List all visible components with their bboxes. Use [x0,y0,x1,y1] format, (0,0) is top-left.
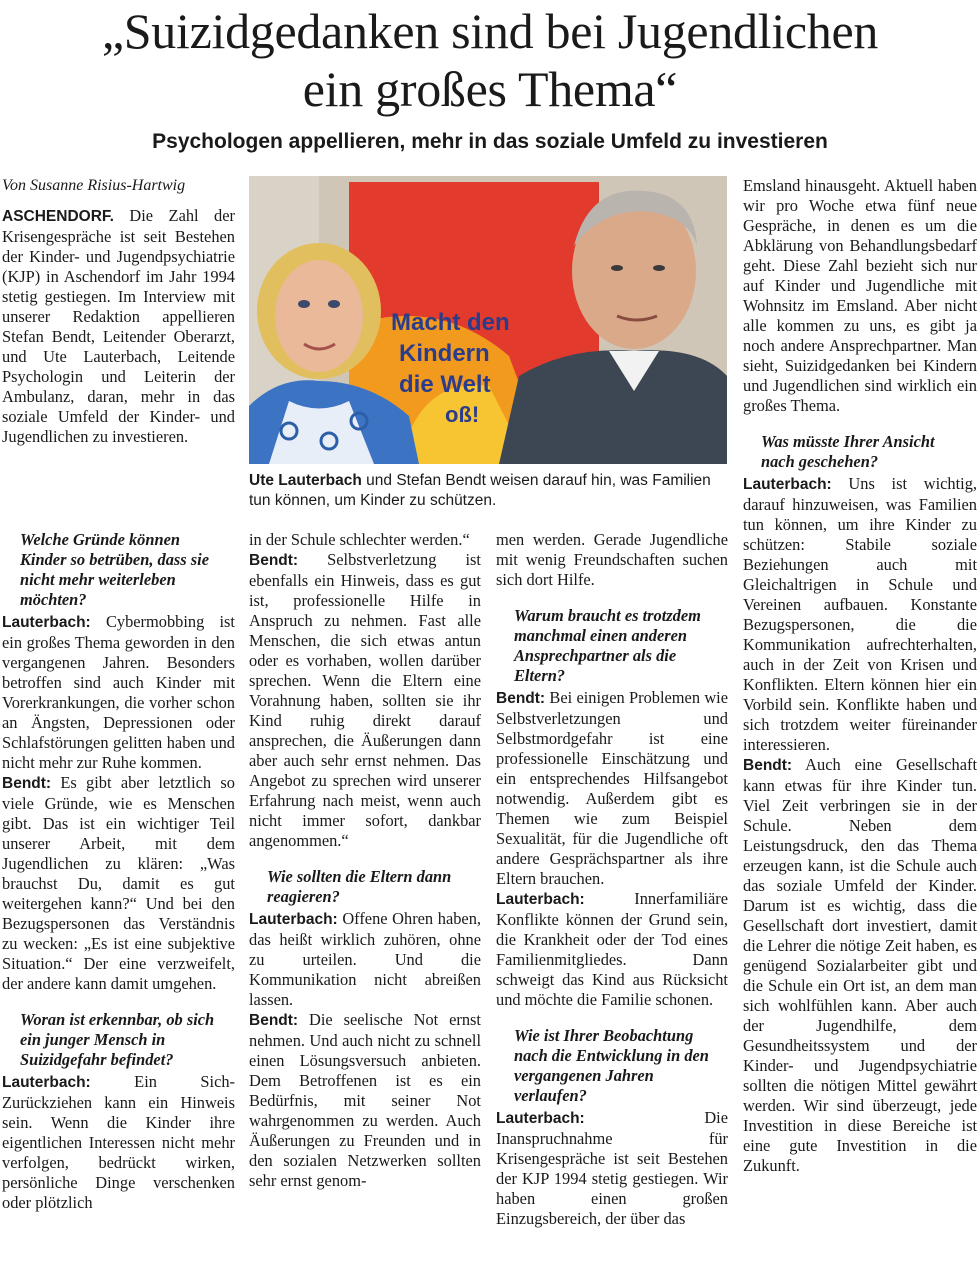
answer-paragraph [249,550,481,851]
answer-paragraph [2,773,235,994]
speaker-label: Bendt: [2,775,52,792]
answer-text: Auch eine Gesellschaft kann etwas für ihre Kinder tun. Viel Zeit verbringen sie in der Schule. Neben dem Leistungsdruck, den das Thema erzeugen kann, ist die Schule auch das soziale Umfeld der Kinder. Darum ist es wichtig, dass die Gesellschaft dort investiert, damit die Lehrer die nötige Zeit haben, es genügend Sozialarbeiter gibt und die Schule ein Ort ist, an dem man sich wohlfühlen kann. Aber auch der Jugendhilfe, dem Gesundheitssystem und der Kinder- und Jugendpsychiatrie sollten die nötigen Mittel gewährt werden. Wir sind überzeugt, jede Investition in diese Bereiche ist eine gute Investition in die Zukunft. [743,755,977,1175]
author-line: Von Susanne Risius-Hartwig [2,177,186,194]
answer-paragraph [496,889,728,1010]
column-1-intro [2,176,235,447]
speaker-label: Bendt: [249,552,299,569]
answer-text: Uns ist wichtig, darauf hinzuweisen, was Familien tun können, um ihre Kinder zu schützen: Stabile soziale Beziehungen auch mit Gleichaltrigen in Schule und Vereinen aufbauen. Konstante Bezugspersonen, die die Kommunikation aufrechterhalten, auch in der Zeit von Krisen und Konflikten. Eltern können hier ein Vorbild sein. Konflikte haben und sich trotzdem weiter füreinander interessieren. [743,474,977,754]
answer-text: Cybermobbing ist ein großes Thema geworden in den vergangenen Jahren. Besonders betroffen sind auch Kinder mit Vorerkrankungen, die vorher schon an Ängsten, Depressionen oder Schlafstörungen gelitten haben und nicht mehr zur Ruhe kommen. [2,612,235,772]
column-2 [249,530,481,1191]
answer-paragraph [2,1072,235,1213]
question-heading: Wie ist Ihrer Beobachtung nach die Entwicklung in den vergangenen Jahren verlaufen? [514,1026,709,1105]
caption-name: Ute Lauterbach [249,472,362,489]
speaker-label: Bendt: [496,690,546,707]
answer-paragraph [2,612,235,773]
answer-text: Es gibt aber letztlich so viele Gründe, wie es Menschen gibt. Das ist ein wichtiger Teil unserer Arbeit, mit dem Jugendlichen zu klären: „Was brauchst Du, damit es gut weitergehen kann?“ Und bei den Bezugspersonen das Verständnis zu wecken: „Es ist eine subjektive Situation.“ Der eine verzweifelt, der andere kann damit umgehen. [2,773,235,993]
answer-text: Die seelische Not ernst nehmen. Und auch nicht zu schnell einen Lösungsversuch anbieten. Dem Betroffenen ist es ein Bedürfnis, mit seiner Not wahrgenommen zu werden. Auch Äußerungen zu Freunden und in den sozialen Netzwerken sollten sehr ernst genom- [249,1010,481,1190]
column-4 [743,176,977,1176]
speaker-label: Lauterbach: [743,476,832,493]
answer-text: Ein Sich-Zurückziehen kann ein Hinweis sein. Wenn die Kinder ihre eigentlichen Interessen nicht mehr verfolgen, bedrückt wirken, persönliche Dinge verschenken oder plötzlich [2,1072,235,1212]
speaker-label: Lauterbach: [2,614,91,631]
continued-text: Emsland hinausgeht. Aktuell haben wir pro Woche etwa fünf neue Gespräche, in denen es um die Abklärung von Behandlungsbedarf geht. Diese Zahl bezieht sich nur auf Kinder und Jugendliche mit Wohnsitz im Emsland. Aber nicht alle kommen zu uns, es gibt ja noch andere Ansprechpartner. Man sieht, Suizidgedanken bei Kindern und Jugendlichen sind wirklich ein großes Thema. [743,176,977,415]
article-photo [249,176,727,464]
poster-text-1: Macht den [391,309,510,336]
speaker-label: Lauterbach: [249,911,338,928]
answer-text: Die Inanspruchnahme für Krisengespräche ist seit Bestehen der KJP 1994 stetig gestiegen. Wir haben einen großen Einzugsbereich, der über das [496,1108,728,1228]
dateline: ASCHENDORF. [2,208,114,225]
continued-text: in der Schule schlechter werden.“ [249,530,470,549]
answer-paragraph [743,755,977,1176]
speaker-label: Lauterbach: [2,1074,91,1091]
answer-text: Bei einigen Problemen wie Selbstverletzungen und Selbstmordgefahr ist eine professionelle Einschätzung und ein entsprechendes Hilfsangebot notwendig. Außerdem gibt es Themen wie zum Beispiel Sexualität, für die Jugendliche oft andere Gesprächspartner als ihre Eltern brauchen. [496,688,728,888]
question-heading: Woran ist erkennbar, ob sich ein junger Mensch in Suizidgefahr befindet? [20,1010,215,1069]
question-heading: Welche Gründe können Kinder so betrüben, dass sie nicht mehr weiterleben möchten? [20,530,209,609]
photo-caption [249,471,727,511]
answer-paragraph [743,474,977,755]
intro-paragraph [2,206,235,447]
poster-text-3: die Welt [399,371,491,398]
answer-text: Innerfamiliäre Konflikte können der Grund sein, die Krankheit oder der Tod eines Familienmitgliedes. Dann schweigt das Kind aus Rücksicht und möchte die Familie schonen. [496,889,728,1009]
photo-illustration [249,176,727,464]
headline [0,2,980,118]
speaker-label: Lauterbach: [496,891,585,908]
intro-text: Die Zahl der Krisengespräche ist seit Bestehen der Kinder- und Jugendpsychiatrie (KJP) in Aschendorf im Jahr 1994 stetig gestiegen. Im Interview mit unserer Redaktion appellieren Stefan Bendt, Leitender Oberarzt, und Ute Lauterbach, Leitende Psychologin und Leiterin der Ambulanz, daran, mehr in das soziale Umfeld der Kinder- und Jugendlichen zu investieren. [2,206,235,446]
question-heading: Was müsste Ihrer Ansicht nach geschehen? [761,432,935,471]
answer-paragraph [496,688,728,889]
headline-line-1: „Suizidgedanken sind bei Jugendlichen [101,3,879,59]
answer-paragraph [496,1108,728,1229]
answer-paragraph [249,909,481,1010]
caption-text: und Stefan Bendt weisen darauf hin, was Familien tun können, um Kinder zu schützen. [249,472,711,509]
answer-text: Selbstverletzung ist ebenfalls ein Hinweis, dass es gut ist, professionelle Hilfe in Anspruch zu nehmen. Fast alle Menschen, die sich etwas antun oder es vorhaben, wollen darüber sprechen. Wenn die Eltern eine Vorahnung haben, sollten sie ihr Kind ruhig direkt darauf ansprechen, die Äußerungen dann aber auch sehr ernst nehmen. Das Angebot zu sprechen wird unserer Erfahrung nach meist, wenn auch nicht immer sofort, dankbar angenommen.“ [249,550,481,850]
speaker-label: Lauterbach: [496,1110,585,1127]
poster-text-4: oß! [445,402,480,427]
continued-text: men werden. Gerade Jugendliche mit wenig Freundschaften suchen sich dort Hilfe. [496,530,728,589]
answer-text: Offene Ohren haben, das heißt wirklich zuhören, ohne zu urteilen. Und die Kommunikation nicht abreißen lassen. [249,909,481,1009]
column-1 [2,530,235,1213]
subheadline: Psychologen appellieren, mehr in das soziale Umfeld zu investieren [152,130,828,153]
speaker-label: Bendt: [743,757,793,774]
column-3 [496,530,728,1229]
answer-paragraph [249,1010,481,1191]
headline-line-2: ein großes Thema“ [302,61,678,117]
poster-text-2: Kindern [399,340,490,367]
question-heading: Warum braucht es trotzdem manchmal einen anderen Ansprechpartner als die Eltern? [514,606,701,685]
speaker-label: Bendt: [249,1012,299,1029]
question-heading: Wie sollten die Eltern dann reagieren? [267,867,452,906]
